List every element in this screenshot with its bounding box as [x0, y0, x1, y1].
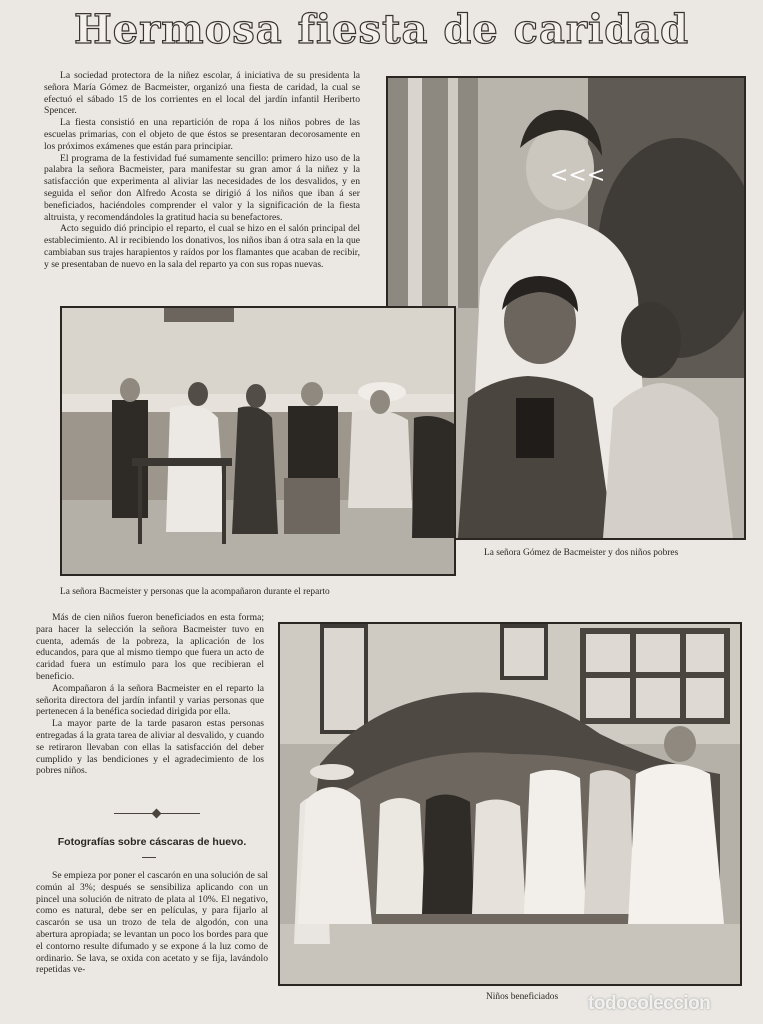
subhead-rule	[142, 857, 156, 858]
photo-caption-ninos: Niños beneficiados	[486, 992, 559, 1002]
article-text-bottom	[36, 612, 264, 777]
photo-ninos-beneficiados	[278, 622, 742, 986]
paragraph: La fiesta consistió en una repartición de ropa á los niños pobres de las escuelas primarias, con el objeto de que éstos se presentaran decorosamente en los próximos exámenes que están para principiar.	[44, 117, 360, 152]
paragraph: El programa de la festividad fué sumamente sencillo: primero hizo uso de la palabra la señora Bacmeister, para manifestar su gran amor á la niñez y la satisfacción que experimenta al aliviar las necesidades de los desvalidos, y en seguida el señor don Alfredo Acosta se dirigió á los niños que iban á ser beneficiados, haciéndoles comprender el valor y la significación de la fiesta altruista, y recomendándoles la gratitud hacia su benefactores.	[44, 152, 360, 223]
paragraph: La sociedad protectora de la niñez escolar, á iniciativa de su presidenta la señora María Gómez de Bacmeister, organizó una fiesta de caridad, la cual se efectuó el sábado 15 de los corrientes en el local del jardín infantil Heriberto Spencer.	[44, 70, 360, 117]
photo-reparto-group	[60, 306, 456, 576]
photo-marker: <<<	[550, 163, 606, 188]
photo-ninos-image	[280, 624, 740, 984]
article-text-top	[44, 70, 360, 271]
sidebar-article-title: Fotografías sobre cáscaras de huevo.	[57, 836, 247, 848]
section-divider	[114, 810, 200, 816]
article-title: Hermosa fiesta de caridad	[73, 6, 690, 53]
paragraph: Se empieza por poner el cascarón en una solución de sal común al 3%; después se sensibiliza aplicando con un pincel una solución de nitrato de plata al 10%. El negativo, como es natural, debe ser en películas, y para fijarlo al cascarón se usa un trozo de tela de algodón, con una abertura apropiada; se levantan un poco los bordes para que el contorno resulte difumado y se expone á la luz como de ordinario. Se lava, se oxida con acetato y se fija, lavándolo repetidas ve-	[36, 870, 268, 976]
paragraph: La mayor parte de la tarde pasaron estas personas entregadas á la grata tarea de aliviar al desvalido, y cuando se retiraron llevaban con ellas la satisfacción del deber cumplido y las bendiciones y el agradecimiento de los pobres niños.	[36, 718, 264, 777]
sidebar-article-text	[36, 870, 268, 976]
photo-caption-bacmeister: La señora Gómez de Bacmeister y dos niños pobres	[484, 548, 679, 558]
photo-reparto-image	[62, 308, 454, 574]
paragraph: Acompañaron á la señora Bacmeister en el reparto la señorita directora del jardín infantil y varias personas que pertenecen á la benéfica sociedad dirigida por ella.	[36, 682, 264, 718]
watermark-logo: todocoleccion	[588, 993, 711, 1014]
paragraph: Más de cien niños fueron beneficiados en esta forma; para hacer la selección la señora Bacmeister tuvo en cuenta, además de la pobreza, la aplicación de los educandos, para que al mismo tiempo que fuera un acto de caridad fuera un estímulo para los que recibieran el beneficio.	[36, 612, 264, 682]
photo-caption-reparto: La señora Bacmeister y personas que la acompañaron durante el reparto	[60, 587, 330, 597]
paragraph: Acto seguido dió principio el reparto, el cual se hizo en el salón principal del establecimiento. Al ir recibiendo los donativos, los niños iban á otra sala en la que cambiaban sus trajes harapientos y raídos por los flamantes que acaban de recibir, y se presentaban de nuevo en la sala del reparto ya con sus ropas nuevas.	[44, 223, 360, 270]
